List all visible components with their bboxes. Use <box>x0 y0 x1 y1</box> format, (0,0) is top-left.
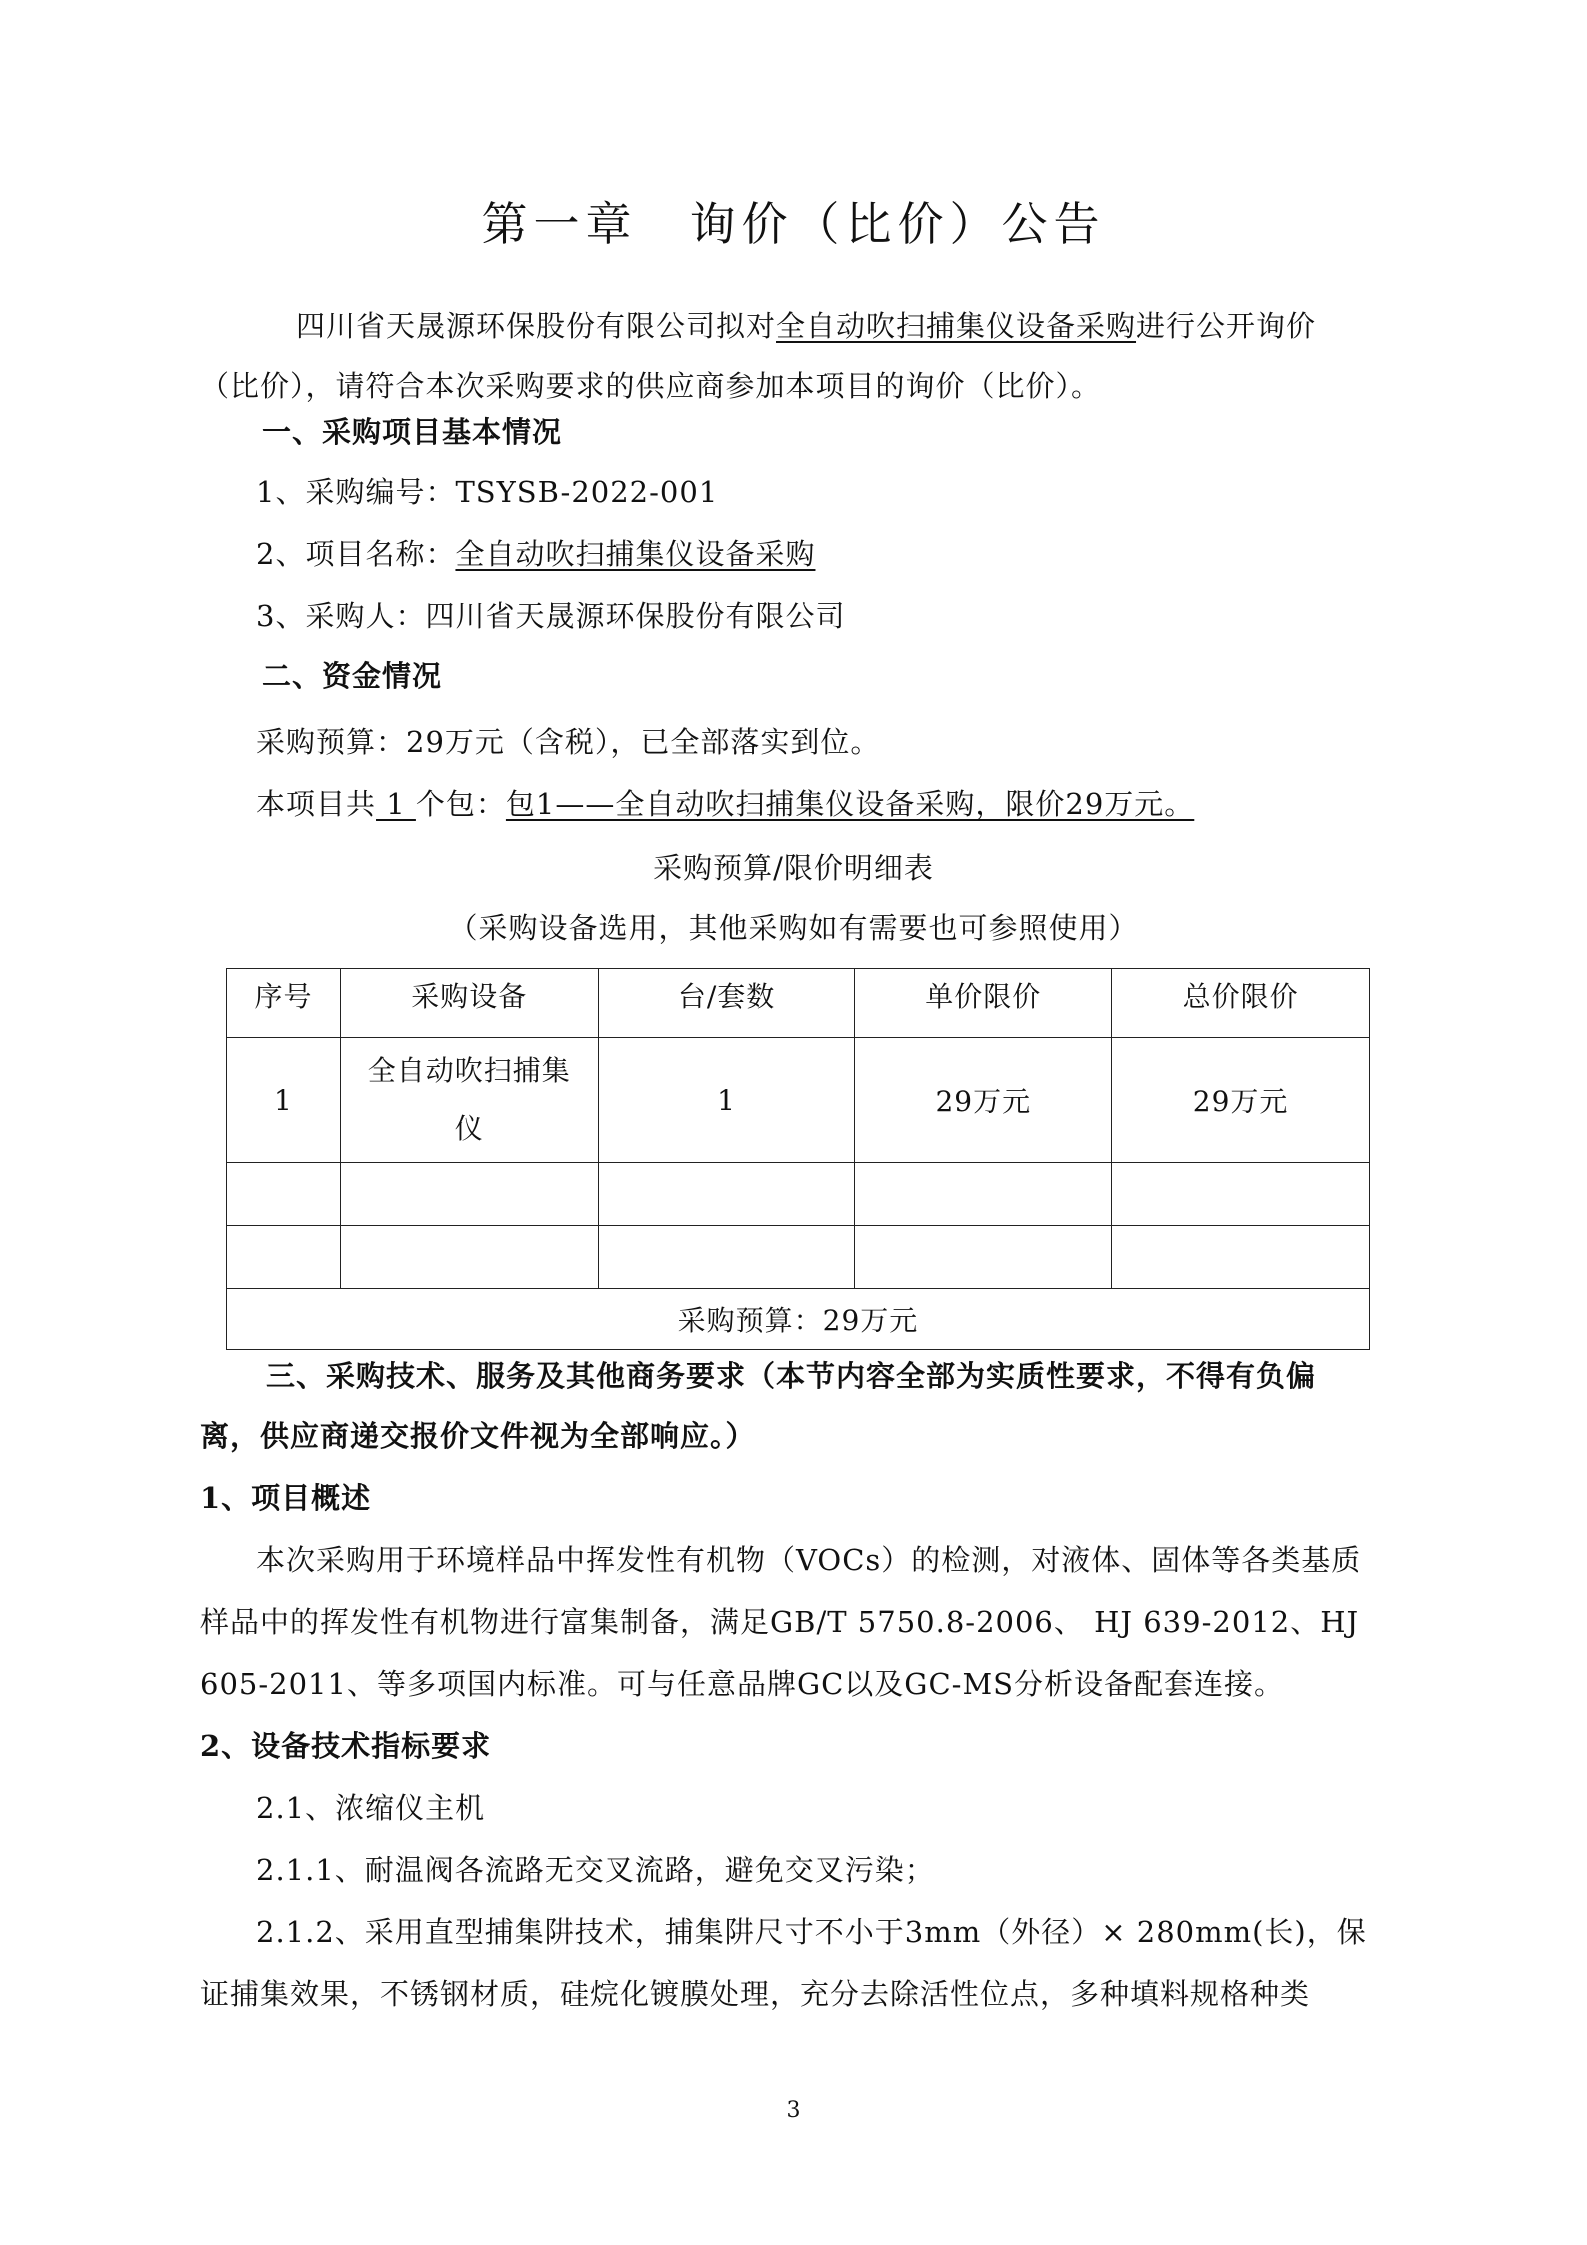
page-number: 3 <box>786 2098 801 2123</box>
table-header-row <box>227 969 1370 1038</box>
overview-line-1: 本次采购用于环境样品中挥发性有机物（VOCs）的检测，对液体、固体等各类基质 <box>256 1543 1362 1577</box>
cell-device-line-1: 全自动吹扫捕集 <box>367 1054 571 1087</box>
purchase-number <box>256 472 718 512</box>
table-total-row <box>227 1289 1370 1350</box>
section1-heading: 一、采购项目基本情况 <box>262 415 563 449</box>
table-row-empty <box>227 1226 1370 1289</box>
spec-heading: 2、设备技术指标要求 <box>200 1729 492 1763</box>
section3-heading-line-2: 离，供应商递交报价文件视为全部响应。） <box>200 1419 756 1453</box>
section3-heading-line-1: 三、采购技术、服务及其他商务要求（本节内容全部为实质性要求，不得有负偏 <box>266 1359 1317 1393</box>
intro-prefix: 四川省天晟源环保股份有限公司拟对 <box>296 309 777 343</box>
cell-device-line-2: 仪 <box>454 1112 484 1145</box>
cell-total-price: 29万元 <box>1112 1038 1370 1163</box>
table-caption: 采购预算/限价明细表 <box>653 851 934 885</box>
empty-cell <box>340 1226 598 1289</box>
header-index: 序号 <box>227 969 341 1038</box>
header-total-price: 总价限价 <box>1112 969 1370 1038</box>
table-row <box>227 1038 1370 1163</box>
project-name <box>256 534 815 574</box>
table-note: （采购设备选用，其他采购如有需要也可参照使用） <box>448 911 1139 945</box>
spec-2-1-1: 2.1.1、耐温阀各流路无交叉流路，避免交叉污染； <box>256 1853 935 1887</box>
purchaser: 3、采购人：四川省天晟源环保股份有限公司 <box>256 599 846 633</box>
page-title: 第一章 询价（比价）公告 <box>481 197 1106 251</box>
empty-cell <box>855 1163 1112 1226</box>
cell-quantity: 1 <box>598 1038 855 1163</box>
empty-cell <box>598 1163 855 1226</box>
header-unit-price: 单价限价 <box>855 969 1112 1038</box>
header-device: 采购设备 <box>340 969 598 1038</box>
overview-heading: 1、项目概述 <box>200 1481 372 1515</box>
empty-cell <box>227 1226 341 1289</box>
spec-2-1-2-line-1: 2.1.2、采用直型捕集阱技术，捕集阱尺寸不小于3mm（外径）× 280mm(长)，保 <box>256 1915 1367 1949</box>
purchase-number-label: 1、采购编号： <box>256 475 456 509</box>
empty-cell <box>1112 1226 1370 1289</box>
budget-table <box>226 968 1370 1350</box>
empty-cell <box>598 1226 855 1289</box>
spec-2-1-2-line-2: 证捕集效果，不锈钢材质，硅烷化镀膜处理，充分去除活性位点，多种填料规格种类 <box>200 1977 1311 2011</box>
overview-line-2: 样品中的挥发性有机物进行富集制备，满足GB/T 5750.8-2006、 HJ 639-2012、HJ <box>200 1605 1360 1639</box>
package-line <box>256 784 1194 824</box>
header-quantity: 台/套数 <box>598 969 855 1038</box>
table-row-empty <box>227 1163 1370 1226</box>
purchase-number-value: TSYSB-2022-001 <box>455 475 719 509</box>
intro-line-1 <box>296 306 1316 346</box>
intro-line-2: （比价），请符合本次采购要求的供应商参加本项目的询价（比价）。 <box>200 369 1102 403</box>
spec-2-1: 2.1、浓缩仪主机 <box>256 1791 486 1825</box>
empty-cell <box>1112 1163 1370 1226</box>
empty-cell <box>227 1163 341 1226</box>
budget-line: 采购预算：29万元（含税），已全部落实到位。 <box>256 725 881 759</box>
empty-cell <box>855 1226 1112 1289</box>
table-total: 采购预算：29万元 <box>227 1289 1370 1350</box>
empty-cell <box>340 1163 598 1226</box>
package-detail: 包1——全自动吹扫捕集仪设备采购，限价29万元。 <box>505 787 1195 821</box>
cell-unit-price: 29万元 <box>855 1038 1112 1163</box>
project-name-label: 2、项目名称： <box>256 537 456 571</box>
cell-device <box>340 1038 598 1163</box>
overview-line-3: 605-2011、等多项国内标准。可与任意品牌GC以及GC-MS分析设备配套连接。 <box>200 1667 1285 1701</box>
project-name-value: 全自动吹扫捕集仪设备采购 <box>455 537 816 571</box>
cell-index: 1 <box>227 1038 341 1163</box>
package-prefix: 本项目共 <box>256 787 377 821</box>
intro-suffix: 进行公开询价 <box>1136 309 1317 343</box>
package-mid: 个包： <box>415 787 506 821</box>
package-count: 1 <box>376 787 416 821</box>
intro-project-name: 全自动吹扫捕集仪设备采购 <box>776 309 1137 343</box>
section2-heading: 二、资金情况 <box>262 659 443 693</box>
